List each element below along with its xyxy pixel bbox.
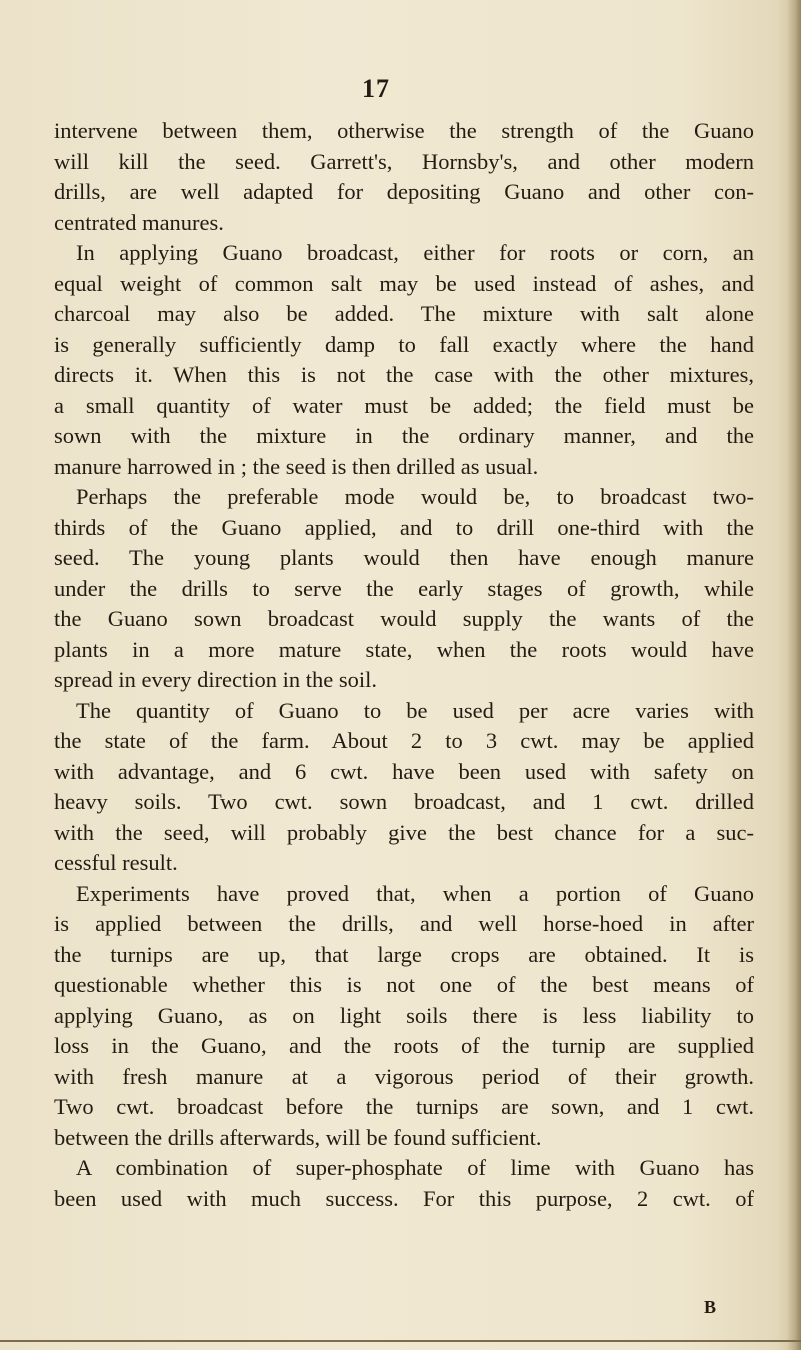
text-line: Perhaps the preferable mode would be, to broadcast two-	[76, 484, 754, 509]
text-line: A combination of super-phosphate of lime with Guano has	[76, 1155, 754, 1180]
text-line: heavy soils. Two cwt. sown broadcast, and 1 cwt. drilled	[54, 789, 754, 814]
text-line: the turnips are up, that large crops are obtained. It is	[54, 941, 754, 967]
text-line: charcoal may also be added. The mixture with salt alone	[54, 301, 754, 326]
text-line: applying Guano, as on light soils there is less liability to	[54, 1002, 754, 1028]
text-line: will kill the seed. Garrett's, Hornsby's, and other modern	[54, 148, 754, 174]
paragraph-1	[54, 116, 754, 238]
text-line: the Guano sown broadcast would supply the wants of the	[54, 606, 754, 631]
body-text	[54, 116, 754, 1214]
text-line: thirds of the Guano applied, and to drill one-third with the	[54, 514, 754, 540]
text-line: Experiments have proved that, when a portion of Guano	[76, 880, 754, 906]
text-line: In applying Guano broadcast, either for roots or corn, an	[76, 240, 754, 265]
page-edge-shadow	[787, 0, 801, 1350]
text-line: drills, are well adapted for depositing Guano and other con-	[54, 179, 754, 204]
text-line: spread in every direction in the soil.	[54, 667, 378, 692]
text-line: Two cwt. broadcast before the turnips are sown, and 1 cwt.	[54, 1094, 754, 1119]
text-line: is generally sufficiently damp to fall exactly where the hand	[54, 331, 754, 357]
text-line: is applied between the drills, and well horse-hoed in after	[54, 911, 754, 936]
text-line: centrated manures.	[54, 209, 224, 235]
paragraph-6	[54, 1153, 754, 1214]
text-line: seed. The young plants would then have enough manure	[54, 545, 754, 570]
page-number: 17	[362, 74, 390, 103]
paragraph-2	[54, 238, 754, 482]
text-line: directs it. When this is not the case with the other mixtures,	[54, 362, 754, 387]
text-line: sown with the mixture in the ordinary manner, and the	[54, 423, 754, 448]
text-line: manure harrowed in ; the seed is then drilled as usual.	[54, 453, 539, 479]
text-line: between the drills afterwards, will be found sufficient.	[54, 1124, 542, 1150]
text-line: questionable whether this is not one of the best means of	[54, 972, 754, 997]
signature-mark: B	[704, 1297, 717, 1317]
text-line: equal weight of common salt may be used instead of ashes, and	[54, 270, 754, 296]
text-line: a small quantity of water must be added; the field must be	[54, 392, 754, 418]
text-line: with fresh manure at a vigorous period of their growth.	[54, 1063, 754, 1089]
text-line: under the drills to serve the early stages of growth, while	[54, 575, 754, 601]
paragraph-3	[54, 482, 754, 696]
paragraph-5	[54, 879, 754, 1154]
text-line: plants in a more mature state, when the roots would have	[54, 636, 754, 662]
text-line: cessful result.	[54, 850, 178, 875]
text-line: intervene between them, otherwise the strength of the Guano	[54, 118, 754, 143]
text-line: The quantity of Guano to be used per acre varies with	[76, 697, 754, 723]
text-line: with advantage, and 6 cwt. have been used with safety on	[54, 758, 754, 784]
page-bottom-rule	[0, 1340, 801, 1342]
paragraph-4	[54, 696, 754, 879]
text-line: been used with much success. For this purpose, 2 cwt. of	[54, 1185, 754, 1211]
text-line: loss in the Guano, and the roots of the turnip are supplied	[54, 1033, 754, 1058]
text-line: with the seed, will probably give the best chance for a suc-	[54, 819, 754, 845]
text-line: the state of the farm. About 2 to 3 cwt. may be applied	[54, 728, 754, 753]
